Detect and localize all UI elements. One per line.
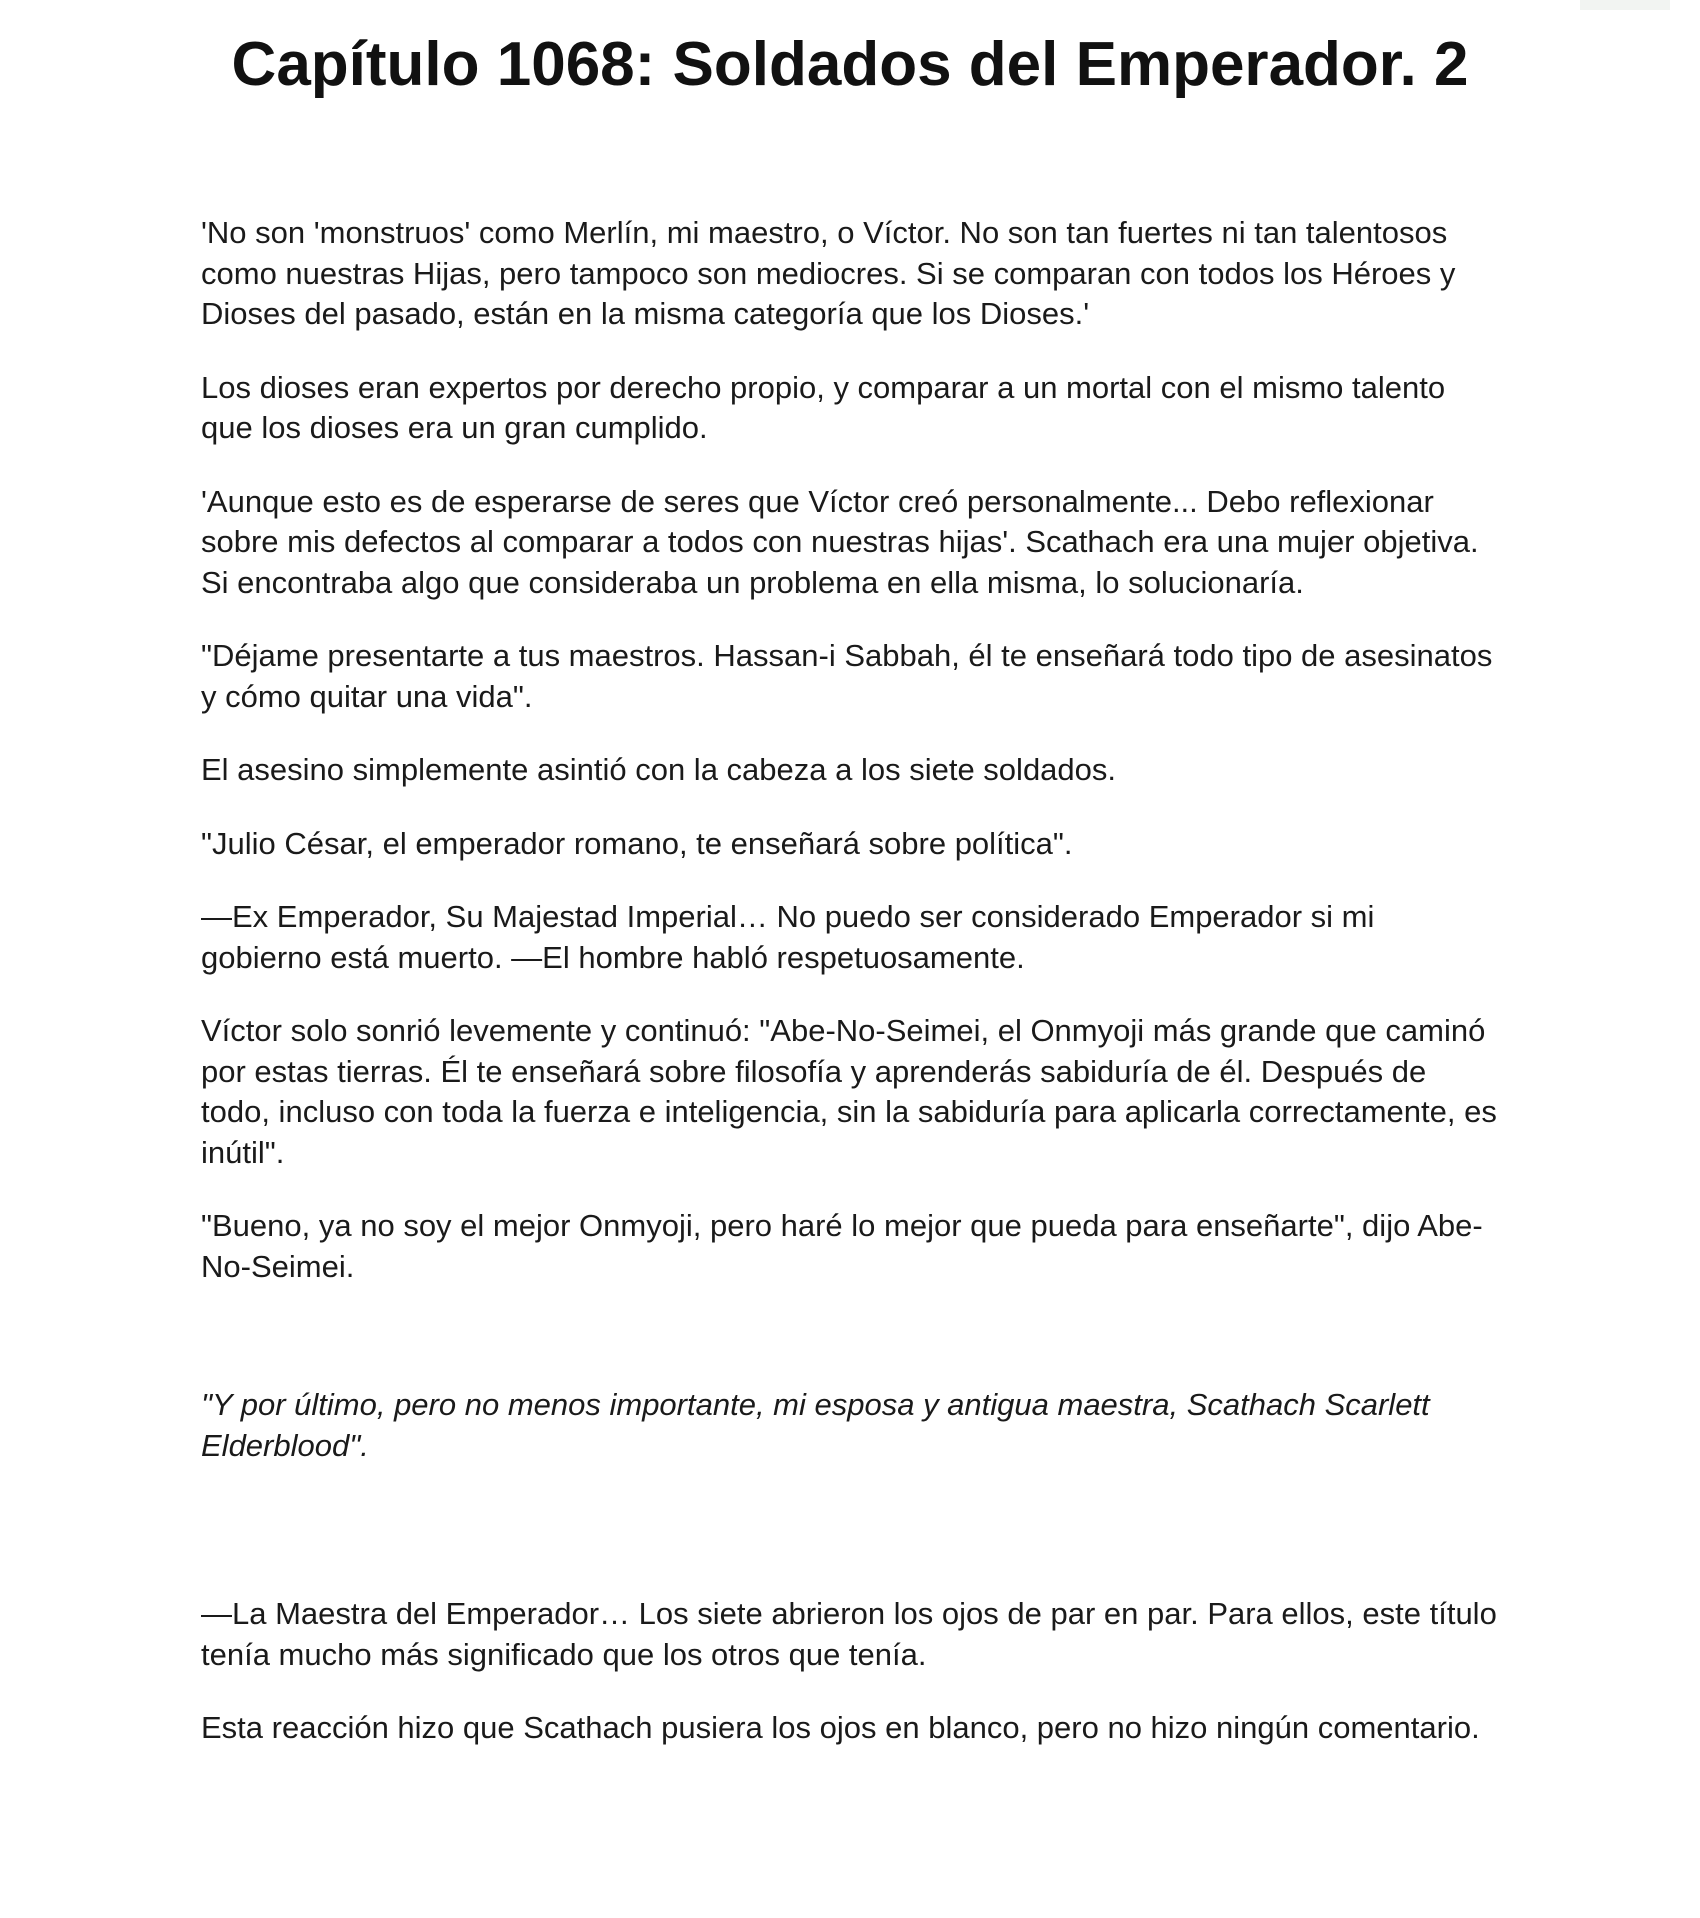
paragraph: "Déjame presentarte a tus maestros. Hassan-i Sabbah, él te enseñará todo tipo de asesinatos y cómo quitar una vida". — [201, 638, 1493, 714]
corner-mark — [1580, 0, 1670, 10]
paragraph: "Julio César, el emperador romano, te enseñará sobre política". — [201, 825, 1073, 861]
paragraph: Los dioses eran expertos por derecho propio, y comparar a un mortal con el mismo talento que los dioses era un gran cumplido. — [201, 369, 1446, 445]
chapter-title: Capítulo 1068: Soldados del Emperador. 2 — [231, 30, 1469, 99]
paragraph: 'Aunque esto es de esperarse de seres que Víctor creó personalmente... Debo reflexionar sobre mis defectos al comparar a todos con nuestras hijas'. Scathach era una mujer objetiva. Si encontraba algo que consideraba un problema en ella misma, lo solucionaría. — [201, 483, 1479, 600]
paragraph: Esta reacción hizo que Scathach pusiera los ojos en blanco, pero no hizo ningún comentario. — [201, 1710, 1480, 1745]
paragraph: 'No son 'monstruos' como Merlín, mi maestro, o Víctor. No son tan fuertes ni tan talentosos como nuestras Hijas, pero tampoco son mediocres. Si se comparan con todos los Héroes y Dioses del pasado, están en la misma categoría que los Dioses.' — [201, 215, 1456, 331]
paragraph: Víctor solo sonrió levemente y continuó: "Abe-No-Seimei, el Onmyoji más grande que caminó por estas tierras. Él te enseñará sobre filosofía y aprenderás sabiduría de él. Después de todo, incluso con toda la fuerza e inteligencia, sin la sabiduría para aplicarla correctamente, es inútil". — [201, 1013, 1497, 1170]
paragraph: El asesino simplemente asintió con la cabeza a los siete soldados. — [201, 752, 1117, 787]
paragraph: —Ex Emperador, Su Majestad Imperial… No puedo ser considerado Emperador si mi gobierno está muerto. —El hombre habló respetuosamente. — [201, 899, 1375, 975]
italic-paragraph: "Y por último, pero no menos importante, mi esposa y antigua maestra, Scathach Scarlett Elderblood". — [201, 1387, 1430, 1463]
paragraph: "Bueno, ya no soy el mejor Onmyoji, pero haré lo mejor que pueda para enseñarte", dijo Abe-No-Seimei. — [201, 1208, 1483, 1284]
chapter-body — [201, 213, 1501, 1782]
paragraph: —La Maestra del Emperador… Los siete abrieron los ojos de par en par. Para ellos, este título tenía mucho más significado que los otros que tenía. — [201, 1596, 1497, 1672]
